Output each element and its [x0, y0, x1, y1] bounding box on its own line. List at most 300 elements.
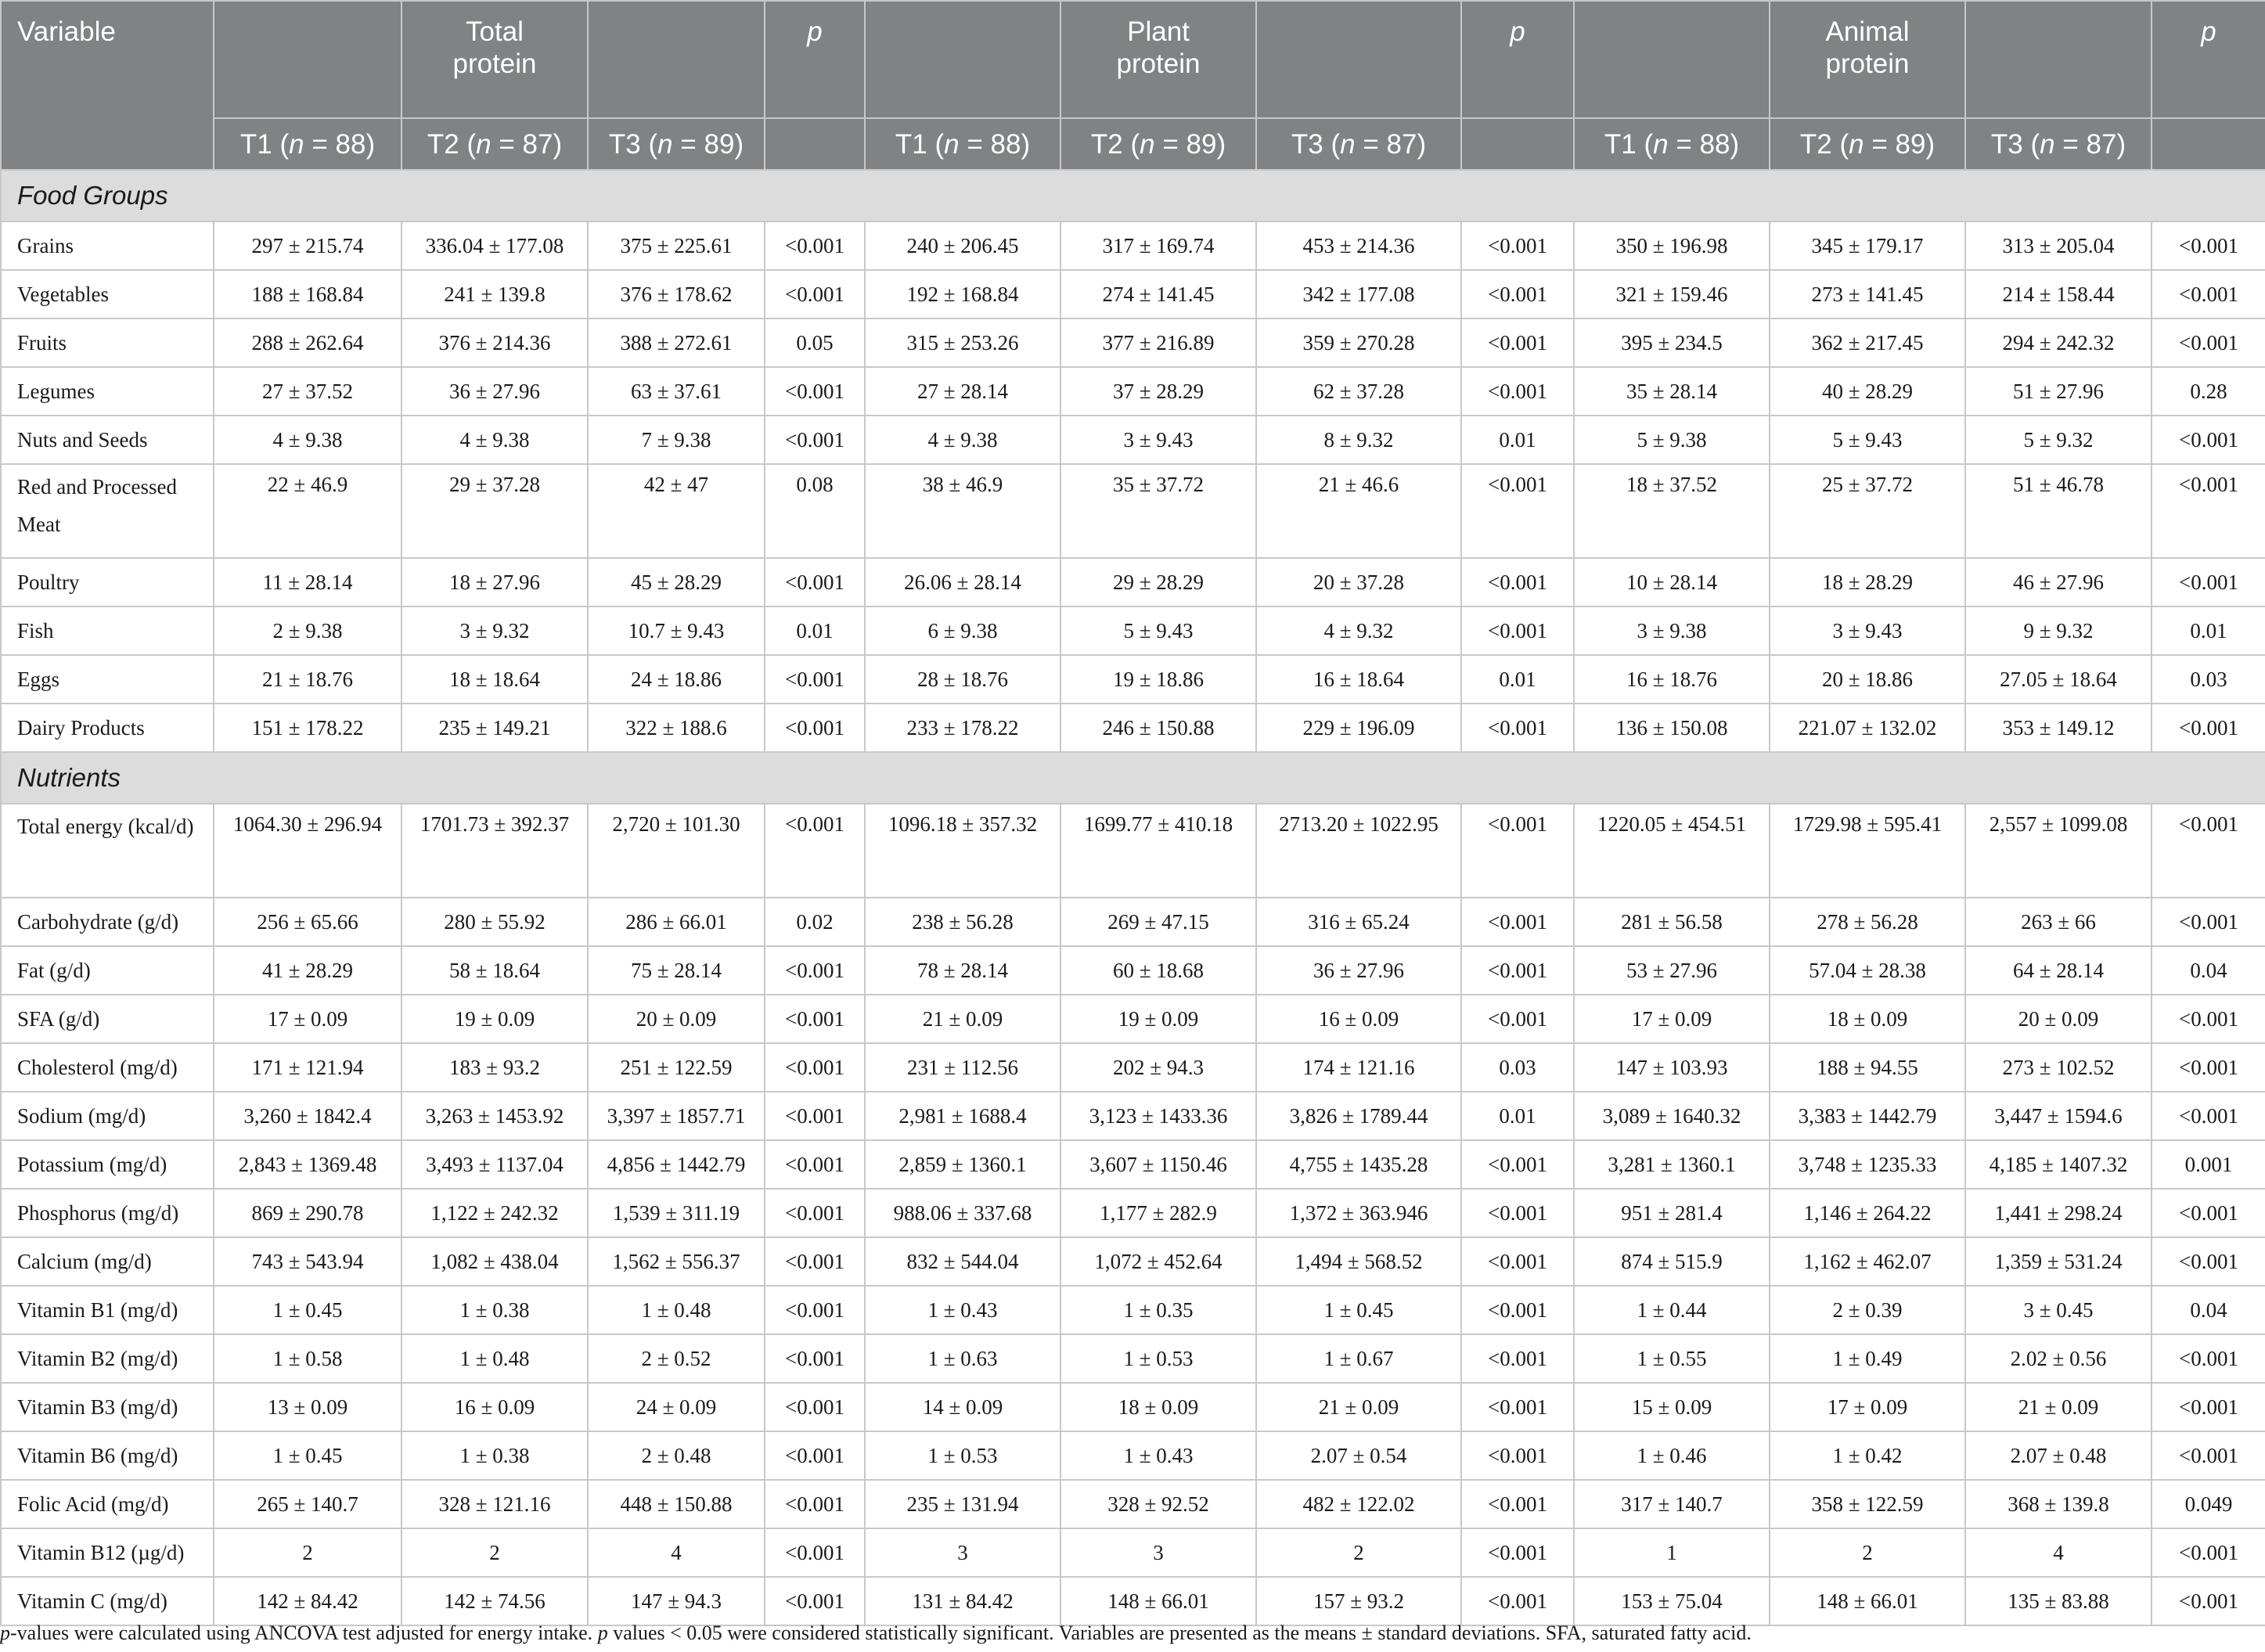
value-cell: 395 ± 234.5: [1574, 319, 1770, 367]
value-cell: 17 ± 0.09: [214, 995, 402, 1043]
value-cell: 7 ± 9.38: [588, 416, 765, 464]
value-cell: 1699.77 ± 410.18: [1060, 804, 1256, 898]
p-value-cell: <0.001: [1461, 1237, 1574, 1286]
value-cell: 1220.05 ± 454.51: [1574, 804, 1770, 898]
value-cell: 288 ± 262.64: [214, 319, 402, 367]
value-cell: 328 ± 92.52: [1060, 1480, 1256, 1528]
p-value-cell: <0.001: [765, 1286, 865, 1334]
table-footnote: p-values were calculated using ANCOVA test adjusted for energy intake. p values < 0.05 were considered statistically significant. Variables are presented as the means ± standard deviations. SFA, saturated fatty acid.: [0, 1621, 1752, 1644]
table-row: [1, 995, 2265, 1043]
value-cell: 25 ± 37.72: [1770, 464, 1965, 558]
p-value-cell: 0.02: [765, 898, 865, 946]
row-label: Folic Acid (mg/d): [1, 1480, 214, 1528]
value-cell: 251 ± 122.59: [588, 1043, 765, 1092]
value-cell: 482 ± 122.02: [1256, 1480, 1461, 1528]
value-cell: 2 ± 0.39: [1770, 1286, 1965, 1334]
p-value-cell: 0.03: [1461, 1043, 1574, 1092]
value-cell: 376 ± 214.36: [402, 319, 588, 367]
value-cell: 18 ± 28.29: [1770, 558, 1965, 606]
value-cell: 1 ± 0.63: [865, 1334, 1060, 1383]
value-cell: 263 ± 66: [1965, 898, 2152, 946]
p-value-cell: 0.28: [2152, 367, 2265, 416]
row-label: Calcium (mg/d): [1, 1237, 214, 1286]
value-cell: 2.07 ± 0.48: [1965, 1431, 2152, 1480]
row-label: Vitamin B2 (mg/d): [1, 1334, 214, 1383]
value-cell: 1064.30 ± 296.94: [214, 804, 402, 898]
value-cell: 171 ± 121.94: [214, 1043, 402, 1092]
p-value-cell: <0.001: [1461, 319, 1574, 367]
p-value-cell: 0.01: [1461, 1092, 1574, 1140]
value-cell: 24 ± 18.86: [588, 655, 765, 704]
p-value-cell: <0.001: [2152, 1577, 2265, 1625]
table-row: [1, 1140, 2265, 1189]
value-cell: 131 ± 84.42: [865, 1577, 1060, 1625]
p-value-cell: <0.001: [1461, 606, 1574, 655]
value-cell: 148 ± 66.01: [1770, 1577, 1965, 1625]
value-cell: 1 ± 0.48: [402, 1334, 588, 1383]
table-row: [1, 1383, 2265, 1431]
row-label: Vitamin B6 (mg/d): [1, 1431, 214, 1480]
value-cell: 63 ± 37.61: [588, 367, 765, 416]
p-value-cell: <0.001: [2152, 464, 2265, 558]
value-cell: 342 ± 177.08: [1256, 270, 1461, 319]
value-cell: 17 ± 0.09: [1770, 1383, 1965, 1431]
table-row: [1, 1528, 2265, 1577]
value-cell: 453 ± 214.36: [1256, 221, 1461, 270]
p-value-cell: 0.05: [765, 319, 865, 367]
p-value-cell: <0.001: [2152, 1043, 2265, 1092]
value-cell: 448 ± 150.88: [588, 1480, 765, 1528]
table-row: [1, 898, 2265, 946]
value-cell: 235 ± 131.94: [865, 1480, 1060, 1528]
p-value-cell: 0.01: [1461, 655, 1574, 704]
value-cell: 376 ± 178.62: [588, 270, 765, 319]
p-value-cell: <0.001: [1461, 1286, 1574, 1334]
row-label: Vegetables: [1, 270, 214, 319]
header-tercile: T2 (n = 89): [1060, 118, 1256, 170]
value-cell: 322 ± 188.6: [588, 704, 765, 752]
header-p-blank: [1461, 118, 1574, 170]
row-label: Legumes: [1, 367, 214, 416]
value-cell: 147 ± 103.93: [1574, 1043, 1770, 1092]
value-cell: 832 ± 544.04: [865, 1237, 1060, 1286]
value-cell: 350 ± 196.98: [1574, 221, 1770, 270]
header-blank: [588, 1, 765, 118]
row-label: Potassium (mg/d): [1, 1140, 214, 1189]
value-cell: 2 ± 9.38: [214, 606, 402, 655]
value-cell: 37 ± 28.29: [1060, 367, 1256, 416]
value-cell: 1 ± 0.44: [1574, 1286, 1770, 1334]
p-value-cell: <0.001: [1461, 946, 1574, 995]
p-value-cell: <0.001: [1461, 1334, 1574, 1383]
table-row: [1, 1431, 2265, 1480]
value-cell: 16 ± 18.64: [1256, 655, 1461, 704]
value-cell: 1 ± 0.45: [214, 1431, 402, 1480]
table-row: [1, 558, 2265, 606]
table-row: [1, 606, 2265, 655]
value-cell: 15 ± 0.09: [1574, 1383, 1770, 1431]
value-cell: 6 ± 9.38: [865, 606, 1060, 655]
p-value-cell: 0.01: [765, 606, 865, 655]
value-cell: 21 ± 0.09: [865, 995, 1060, 1043]
value-cell: 317 ± 140.7: [1574, 1480, 1770, 1528]
value-cell: 17 ± 0.09: [1574, 995, 1770, 1043]
value-cell: 1,177 ± 282.9: [1060, 1189, 1256, 1237]
p-value-cell: <0.001: [2152, 1237, 2265, 1286]
row-label: Nuts and Seeds: [1, 416, 214, 464]
table-row: [1, 1577, 2265, 1625]
value-cell: 60 ± 18.68: [1060, 946, 1256, 995]
p-value-cell: <0.001: [765, 1237, 865, 1286]
p-value-cell: <0.001: [765, 1043, 865, 1092]
value-cell: 51 ± 46.78: [1965, 464, 2152, 558]
p-value-cell: <0.001: [1461, 367, 1574, 416]
value-cell: 21 ± 46.6: [1256, 464, 1461, 558]
value-cell: 4 ± 9.38: [865, 416, 1060, 464]
table-row: [1, 1237, 2265, 1286]
value-cell: 18 ± 0.09: [1770, 995, 1965, 1043]
value-cell: 14 ± 0.09: [865, 1383, 1060, 1431]
value-cell: 1 ± 0.48: [588, 1286, 765, 1334]
value-cell: 148 ± 66.01: [1060, 1577, 1256, 1625]
value-cell: 1,082 ± 438.04: [402, 1237, 588, 1286]
value-cell: 2.07 ± 0.54: [1256, 1431, 1461, 1480]
value-cell: 1,162 ± 462.07: [1770, 1237, 1965, 1286]
value-cell: 1 ± 0.45: [1256, 1286, 1461, 1334]
table-row: [1, 416, 2265, 464]
header-p: p: [2152, 1, 2265, 118]
value-cell: 36 ± 27.96: [402, 367, 588, 416]
value-cell: 951 ± 281.4: [1574, 1189, 1770, 1237]
header-p: p: [1461, 1, 1574, 118]
value-cell: 16 ± 18.76: [1574, 655, 1770, 704]
p-value-cell: <0.001: [2152, 1528, 2265, 1577]
table-row: [1, 704, 2265, 752]
value-cell: 265 ± 140.7: [214, 1480, 402, 1528]
p-value-cell: <0.001: [1461, 1140, 1574, 1189]
value-cell: 53 ± 27.96: [1574, 946, 1770, 995]
value-cell: 21 ± 18.76: [214, 655, 402, 704]
value-cell: 188 ± 94.55: [1770, 1043, 1965, 1092]
value-cell: 328 ± 121.16: [402, 1480, 588, 1528]
value-cell: 3 ± 9.38: [1574, 606, 1770, 655]
value-cell: 3 ± 9.43: [1060, 416, 1256, 464]
value-cell: 1 ± 0.67: [1256, 1334, 1461, 1383]
p-value-cell: <0.001: [1461, 1189, 1574, 1237]
table-row: [1, 221, 2265, 270]
value-cell: 286 ± 66.01: [588, 898, 765, 946]
table-row: [1, 1043, 2265, 1092]
value-cell: 2: [1256, 1528, 1461, 1577]
value-cell: 19 ± 18.86: [1060, 655, 1256, 704]
value-cell: 45 ± 28.29: [588, 558, 765, 606]
value-cell: 321 ± 159.46: [1574, 270, 1770, 319]
value-cell: 1 ± 0.38: [402, 1286, 588, 1334]
value-cell: 214 ± 158.44: [1965, 270, 2152, 319]
value-cell: 1729.98 ± 595.41: [1770, 804, 1965, 898]
table-row: [1, 1334, 2265, 1383]
value-cell: 1,122 ± 242.32: [402, 1189, 588, 1237]
value-cell: 256 ± 65.66: [214, 898, 402, 946]
value-cell: 20 ± 18.86: [1770, 655, 1965, 704]
value-cell: 153 ± 75.04: [1574, 1577, 1770, 1625]
value-cell: 9 ± 9.32: [1965, 606, 2152, 655]
value-cell: 24 ± 0.09: [588, 1383, 765, 1431]
value-cell: 229 ± 196.09: [1256, 704, 1461, 752]
value-cell: 46 ± 27.96: [1965, 558, 2152, 606]
p-value-cell: <0.001: [765, 655, 865, 704]
value-cell: 13 ± 0.09: [214, 1383, 402, 1431]
value-cell: 4 ± 9.32: [1256, 606, 1461, 655]
value-cell: 1,146 ± 264.22: [1770, 1189, 1965, 1237]
section-title: Food Groups: [1, 170, 2265, 221]
p-value-cell: 0.01: [2152, 606, 2265, 655]
value-cell: 5 ± 9.43: [1060, 606, 1256, 655]
value-cell: 1: [1574, 1528, 1770, 1577]
header-blank: [1574, 1, 1770, 118]
p-value-cell: 0.08: [765, 464, 865, 558]
value-cell: 3 ± 0.45: [1965, 1286, 2152, 1334]
value-cell: 21 ± 0.09: [1256, 1383, 1461, 1431]
table-row: [1, 319, 2265, 367]
p-value-cell: <0.001: [1461, 1577, 1574, 1625]
value-cell: 988.06 ± 337.68: [865, 1189, 1060, 1237]
value-cell: 142 ± 74.56: [402, 1577, 588, 1625]
value-cell: 3,383 ± 1442.79: [1770, 1092, 1965, 1140]
value-cell: 3,260 ± 1842.4: [214, 1092, 402, 1140]
row-label: Phosphorus (mg/d): [1, 1189, 214, 1237]
p-value-cell: <0.001: [1461, 804, 1574, 898]
value-cell: 41 ± 28.29: [214, 946, 402, 995]
value-cell: 375 ± 225.61: [588, 221, 765, 270]
value-cell: 1,372 ± 363.946: [1256, 1189, 1461, 1237]
value-cell: 359 ± 270.28: [1256, 319, 1461, 367]
value-cell: 35 ± 28.14: [1574, 367, 1770, 416]
header-blank: [1256, 1, 1461, 118]
table-row: [1, 804, 2265, 898]
header-group-animal: Animal protein: [1770, 1, 1965, 118]
value-cell: 5 ± 9.32: [1965, 416, 2152, 464]
value-cell: 29 ± 28.29: [1060, 558, 1256, 606]
value-cell: 4,185 ± 1407.32: [1965, 1140, 2152, 1189]
header-blank: [1965, 1, 2152, 118]
p-value-cell: <0.001: [2152, 416, 2265, 464]
header-group-plant: Plant protein: [1060, 1, 1256, 118]
p-value-cell: <0.001: [2152, 1092, 2265, 1140]
p-value-cell: <0.001: [2152, 1383, 2265, 1431]
value-cell: 294 ± 242.32: [1965, 319, 2152, 367]
value-cell: 1701.73 ± 392.37: [402, 804, 588, 898]
value-cell: 136 ± 150.08: [1574, 704, 1770, 752]
row-label: Carbohydrate (g/d): [1, 898, 214, 946]
table-row: [1, 1480, 2265, 1528]
row-label: Eggs: [1, 655, 214, 704]
p-value-cell: <0.001: [2152, 221, 2265, 270]
table-row: [1, 270, 2265, 319]
value-cell: 21 ± 0.09: [1965, 1383, 2152, 1431]
value-cell: 36 ± 27.96: [1256, 946, 1461, 995]
table-body: [1, 170, 2265, 1625]
value-cell: 1 ± 0.43: [865, 1286, 1060, 1334]
header-tercile: T1 (n = 88): [214, 118, 402, 170]
row-label: Red and Processed Meat: [1, 464, 214, 558]
header-variable: Variable: [1, 1, 214, 170]
value-cell: 1 ± 0.43: [1060, 1431, 1256, 1480]
value-cell: 4,755 ± 1435.28: [1256, 1140, 1461, 1189]
p-value-cell: 0.01: [1461, 416, 1574, 464]
value-cell: 269 ± 47.15: [1060, 898, 1256, 946]
p-value-cell: <0.001: [765, 704, 865, 752]
p-value-cell: <0.001: [765, 1140, 865, 1189]
value-cell: 38 ± 46.9: [865, 464, 1060, 558]
header-tercile: T2 (n = 89): [1770, 118, 1965, 170]
value-cell: 18 ± 27.96: [402, 558, 588, 606]
value-cell: 2,720 ± 101.30: [588, 804, 765, 898]
value-cell: 1 ± 0.35: [1060, 1286, 1256, 1334]
value-cell: 27.05 ± 18.64: [1965, 655, 2152, 704]
p-value-cell: <0.001: [765, 946, 865, 995]
table-row: [1, 1286, 2265, 1334]
table-row: [1, 655, 2265, 704]
value-cell: 3 ± 9.32: [402, 606, 588, 655]
value-cell: 273 ± 141.45: [1770, 270, 1965, 319]
value-cell: 278 ± 56.28: [1770, 898, 1965, 946]
p-value-cell: <0.001: [1461, 704, 1574, 752]
value-cell: 3,493 ± 1137.04: [402, 1140, 588, 1189]
value-cell: 75 ± 28.14: [588, 946, 765, 995]
value-cell: 2 ± 0.48: [588, 1431, 765, 1480]
value-cell: 3: [1060, 1528, 1256, 1577]
value-cell: 1 ± 0.46: [1574, 1431, 1770, 1480]
value-cell: 3 ± 9.43: [1770, 606, 1965, 655]
value-cell: 157 ± 93.2: [1256, 1577, 1461, 1625]
value-cell: 174 ± 121.16: [1256, 1043, 1461, 1092]
p-value-cell: <0.001: [2152, 1431, 2265, 1480]
value-cell: 4 ± 9.38: [402, 416, 588, 464]
value-cell: 4: [1965, 1528, 2152, 1577]
p-value-cell: <0.001: [2152, 558, 2265, 606]
value-cell: 3,089 ± 1640.32: [1574, 1092, 1770, 1140]
p-value-cell: 0.04: [2152, 946, 2265, 995]
value-cell: 3: [865, 1528, 1060, 1577]
row-label: Vitamin B1 (mg/d): [1, 1286, 214, 1334]
value-cell: 192 ± 168.84: [865, 270, 1060, 319]
value-cell: 4,856 ± 1442.79: [588, 1140, 765, 1189]
value-cell: 19 ± 0.09: [402, 995, 588, 1043]
p-value-cell: 0.04: [2152, 1286, 2265, 1334]
p-value-cell: <0.001: [1461, 1528, 1574, 1577]
p-value-cell: <0.001: [2152, 319, 2265, 367]
value-cell: 1,072 ± 452.64: [1060, 1237, 1256, 1286]
p-value-cell: <0.001: [1461, 1480, 1574, 1528]
p-value-cell: <0.001: [765, 1092, 865, 1140]
value-cell: 368 ± 139.8: [1965, 1480, 2152, 1528]
value-cell: 2,981 ± 1688.4: [865, 1092, 1060, 1140]
row-label: Fish: [1, 606, 214, 655]
value-cell: 280 ± 55.92: [402, 898, 588, 946]
value-cell: 743 ± 543.94: [214, 1237, 402, 1286]
value-cell: 869 ± 290.78: [214, 1189, 402, 1237]
header-blank: [865, 1, 1060, 118]
table-row: [1, 1092, 2265, 1140]
value-cell: 2,859 ± 1360.1: [865, 1140, 1060, 1189]
value-cell: 202 ± 94.3: [1060, 1043, 1256, 1092]
value-cell: 78 ± 28.14: [865, 946, 1060, 995]
p-value-cell: <0.001: [765, 995, 865, 1043]
header-p: p: [765, 1, 865, 118]
p-value-cell: 0.03: [2152, 655, 2265, 704]
p-value-cell: <0.001: [765, 1577, 865, 1625]
section-row: [1, 170, 2265, 221]
p-value-cell: <0.001: [765, 367, 865, 416]
p-value-cell: <0.001: [2152, 1334, 2265, 1383]
table-row: [1, 946, 2265, 995]
value-cell: 2: [214, 1528, 402, 1577]
value-cell: 336.04 ± 177.08: [402, 221, 588, 270]
row-label: Vitamin B3 (mg/d): [1, 1383, 214, 1431]
header-tercile: T1 (n = 88): [865, 118, 1060, 170]
value-cell: 51 ± 27.96: [1965, 367, 2152, 416]
p-value-cell: <0.001: [2152, 704, 2265, 752]
row-label: Cholesterol (mg/d): [1, 1043, 214, 1092]
p-value-cell: <0.001: [1461, 1383, 1574, 1431]
value-cell: 3,447 ± 1594.6: [1965, 1092, 2152, 1140]
p-value-cell: <0.001: [1461, 1431, 1574, 1480]
value-cell: 42 ± 47: [588, 464, 765, 558]
value-cell: 27 ± 28.14: [865, 367, 1060, 416]
header-p-blank: [765, 118, 865, 170]
value-cell: 3,123 ± 1433.36: [1060, 1092, 1256, 1140]
value-cell: 246 ± 150.88: [1060, 704, 1256, 752]
p-value-cell: <0.001: [2152, 804, 2265, 898]
table-header: [1, 1, 2265, 170]
header-group-total: Total protein: [402, 1, 588, 118]
header-tercile: T3 (n = 89): [588, 118, 765, 170]
value-cell: 1,494 ± 568.52: [1256, 1237, 1461, 1286]
p-value-cell: <0.001: [2152, 995, 2265, 1043]
value-cell: 3,281 ± 1360.1: [1574, 1140, 1770, 1189]
value-cell: 313 ± 205.04: [1965, 221, 2152, 270]
value-cell: 35 ± 37.72: [1060, 464, 1256, 558]
value-cell: 18 ± 0.09: [1060, 1383, 1256, 1431]
p-value-cell: <0.001: [765, 221, 865, 270]
header-tercile: T3 (n = 87): [1965, 118, 2152, 170]
value-cell: 147 ± 94.3: [588, 1577, 765, 1625]
value-cell: 58 ± 18.64: [402, 946, 588, 995]
value-cell: 27 ± 37.52: [214, 367, 402, 416]
row-label: Fruits: [1, 319, 214, 367]
value-cell: 1,359 ± 531.24: [1965, 1237, 2152, 1286]
header-p-blank: [2152, 118, 2265, 170]
value-cell: 1 ± 0.55: [1574, 1334, 1770, 1383]
value-cell: 20 ± 37.28: [1256, 558, 1461, 606]
value-cell: 231 ± 112.56: [865, 1043, 1060, 1092]
p-value-cell: <0.001: [1461, 558, 1574, 606]
value-cell: 1096.18 ± 357.32: [865, 804, 1060, 898]
p-value-cell: 0.049: [2152, 1480, 2265, 1528]
p-value-cell: <0.001: [2152, 270, 2265, 319]
value-cell: 274 ± 141.45: [1060, 270, 1256, 319]
p-value-cell: <0.001: [1461, 898, 1574, 946]
value-cell: 22 ± 46.9: [214, 464, 402, 558]
value-cell: 18 ± 18.64: [402, 655, 588, 704]
value-cell: 5 ± 9.38: [1574, 416, 1770, 464]
value-cell: 3,826 ± 1789.44: [1256, 1092, 1461, 1140]
p-value-cell: <0.001: [2152, 1189, 2265, 1237]
value-cell: 1 ± 0.42: [1770, 1431, 1965, 1480]
p-value-cell: <0.001: [765, 416, 865, 464]
value-cell: 1 ± 0.45: [214, 1286, 402, 1334]
